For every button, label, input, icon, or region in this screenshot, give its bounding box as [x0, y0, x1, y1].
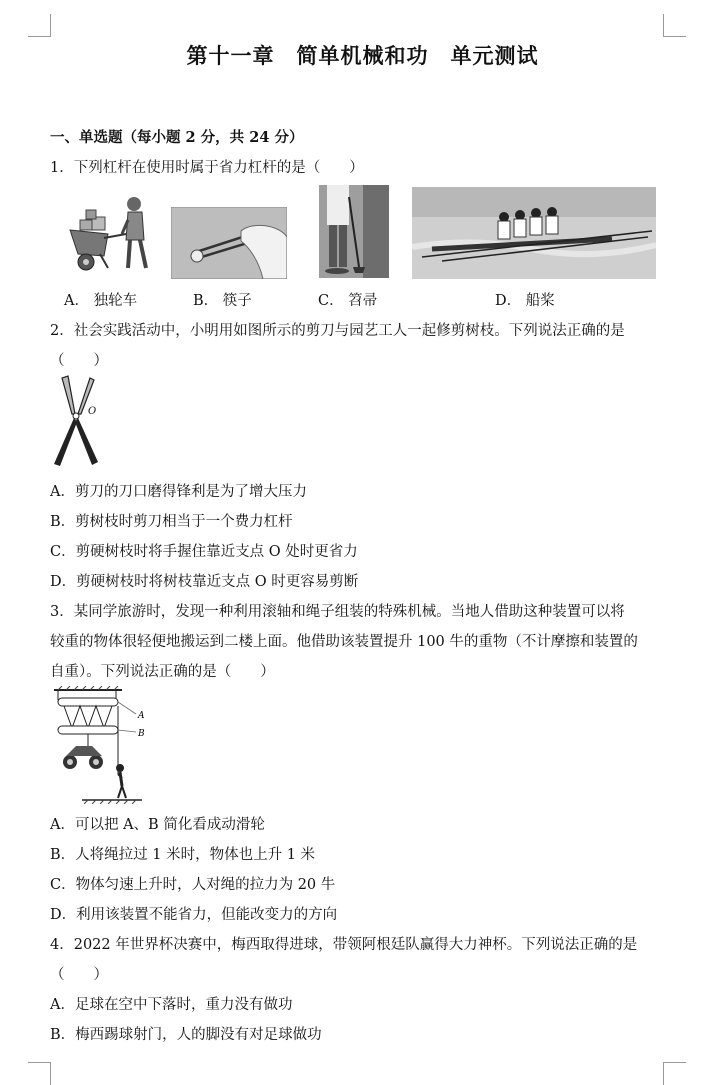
q3-stem-line-1: 3．某同学旅游时，发现一种利用滚轴和绳子组装的特殊机械。当地人借助这种装置可以将: [50, 604, 625, 620]
q2-option-d: D．剪硬树枝时将树枝靠近支点 O 时更容易剪断: [50, 574, 359, 590]
q4-option-a: A．足球在空中下落时，重力没有做功: [50, 997, 293, 1013]
q4-stem-line-1: 4．2022 年世界杯决赛中，梅西取得进球，带领阿根廷队赢得大力神杯。下列说法正确的是: [50, 937, 638, 953]
q3-stem-line-3: 自重）。下列说法正确的是（ ）: [50, 664, 275, 680]
q4-option-b: B．梅西踢球射门，人的脚没有对足球做功: [50, 1027, 322, 1043]
q2-option-b: B．剪树枝时剪刀相当于一个费力杠杆: [50, 514, 293, 530]
q1-option-a: A． 独轮车: [64, 293, 138, 309]
chopsticks-image: [171, 207, 287, 279]
q2-stem-line-1: 2．社会实践活动中，小明用如图所示的剪刀与园艺工人一起修剪树枝。下列说法正确的是: [50, 323, 625, 339]
wheelbarrow-image: [64, 190, 160, 276]
pulley-label-a: A: [138, 711, 145, 721]
q2-option-c: C．剪硬树枝时将手握住靠近支点 O 处时更省力: [50, 544, 358, 560]
rowing-image: [412, 187, 656, 279]
pivot-label-o: O: [88, 406, 97, 417]
q3-option-d: D．利用该装置不能省力，但能改变力的方向: [50, 907, 338, 923]
crop-mark-bottom-right: [663, 1062, 686, 1085]
q3-option-b: B．人将绳拉过 1 米时，物体也上升 1 米: [50, 847, 316, 863]
q1-stem: 1．下列杠杆在使用时属于省力杠杆的是（ ）: [50, 160, 364, 176]
q1-option-c: C． 笤帚: [318, 293, 378, 309]
crop-mark-top-left: [28, 14, 51, 37]
q1-option-d: D． 船桨: [495, 293, 555, 309]
q3-option-a: A．可以把 A、B 简化看成动滑轮: [50, 817, 265, 833]
crop-mark-bottom-left: [28, 1062, 51, 1085]
broom-image: [319, 185, 389, 278]
page-title: 第十一章 简单机械和功 单元测试: [186, 43, 539, 68]
shears-image: [48, 374, 104, 470]
section-heading: 一、单选题（每小题 2 分，共 24 分）: [50, 129, 304, 146]
q1-option-b: B． 筷子: [193, 293, 252, 309]
q2-stem-line-2: （ ）: [50, 353, 108, 369]
crop-mark-top-right: [663, 14, 686, 37]
q3-option-c: C．物体匀速上升时，人对绳的拉力为 20 牛: [50, 877, 336, 893]
q3-stem-line-2: 较重的物体很轻便地搬运到二楼上面。他借助该装置提升 100 牛的重物（不计摩擦和装置的: [50, 634, 638, 650]
q4-stem-line-2: （ ）: [50, 967, 108, 983]
q2-option-a: A．剪刀的刀口磨得锋利是为了增大压力: [50, 484, 307, 500]
pulley-device-image: [52, 686, 152, 804]
pulley-label-b: B: [138, 729, 145, 739]
